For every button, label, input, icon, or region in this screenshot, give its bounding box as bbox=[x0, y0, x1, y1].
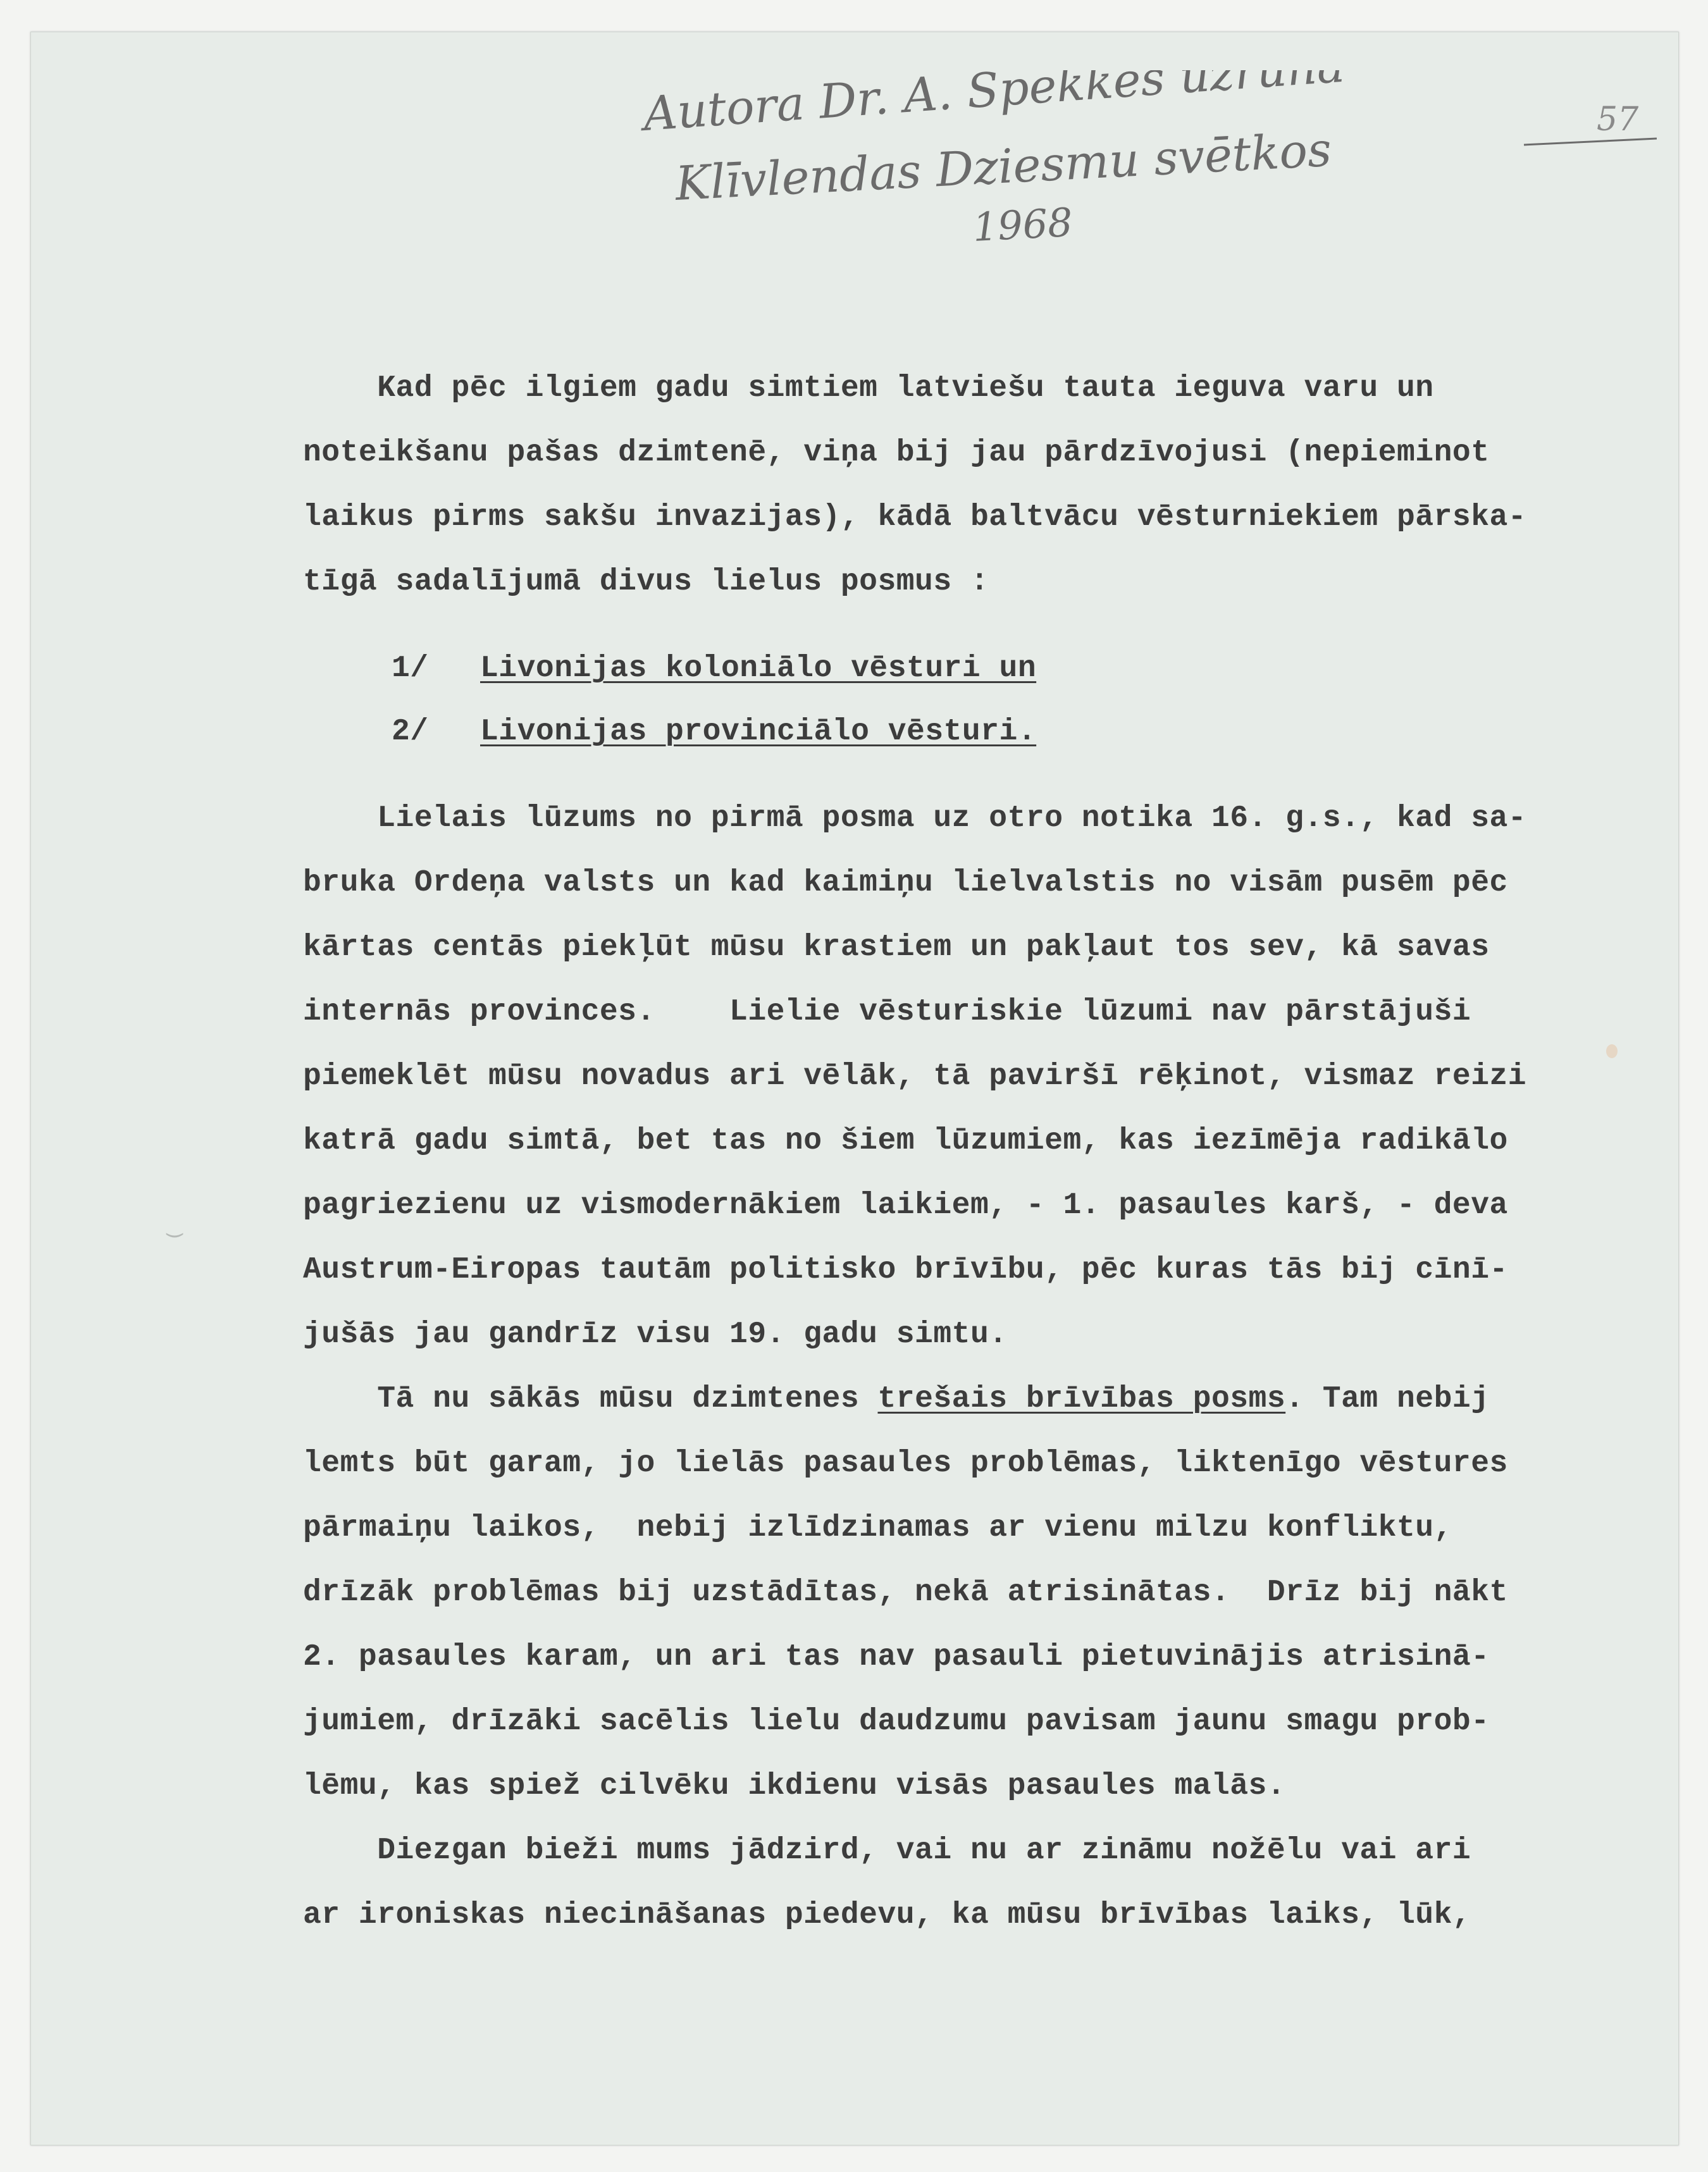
text-line: Kad pēc ilgiem gadu simtiem latviešu tauta ieguva varu un bbox=[303, 371, 1434, 405]
handwritten-line-2: Klīvlendas Dziesmu svētkos bbox=[674, 122, 1333, 211]
paragraph-4 bbox=[303, 1818, 1631, 1947]
text-line: pārmaiņu laikos, nebij izlīdzinamas ar vienu milzu konfliktu, bbox=[303, 1511, 1452, 1545]
text-line: lēmu, kas spiež cilvēku ikdienu visās pasaules malās. bbox=[303, 1769, 1286, 1803]
text-segment: . Tam nebij bbox=[1285, 1382, 1490, 1416]
handwriting-drawing bbox=[619, 70, 1669, 273]
pen-stroke bbox=[1524, 139, 1657, 145]
text-line: piemeklēt mūsu novadus ari vēlāk, tā paviršī rēķinot, vismaz reizi bbox=[303, 1059, 1527, 1094]
paper-stain bbox=[1606, 1044, 1618, 1058]
text-line: Lielais lūzums no pirmā posma uz otro notika 16. g.s., kad sa- bbox=[303, 801, 1527, 836]
paper-sheet bbox=[30, 32, 1679, 2145]
text-line: noteikšanu pašas dzimtenē, viņa bij jau pārdzīvojusi (nepieminot bbox=[303, 436, 1490, 470]
list-text: Livonijas provinciālo vēsturi. bbox=[480, 715, 1037, 749]
text-line: katrā gadu simtā, bet tas no šiem lūzumiem, kas iezīmēja radikālo bbox=[303, 1124, 1508, 1158]
paragraph-2 bbox=[303, 786, 1631, 1367]
text-line: jušās jau gandrīz visu 19. gadu simtu. bbox=[303, 1317, 1008, 1352]
text-line: Austrum-Eiropas tautām politisko brīvību, pēc kuras tās bij cīnī- bbox=[303, 1253, 1508, 1287]
list-item bbox=[303, 700, 1631, 763]
handwritten-year: 1968 bbox=[971, 199, 1074, 250]
paragraph-1 bbox=[303, 356, 1631, 614]
paragraph-3 bbox=[303, 1367, 1631, 1818]
list-item bbox=[303, 637, 1631, 700]
text-line: laikus pirms sakšu invazijas), kādā baltvācu vēsturniekiem pārska- bbox=[303, 500, 1527, 534]
text-line bbox=[303, 1367, 1631, 1431]
text-line: Diezgan bieži mums jādzird, vai nu ar zināmu nožēlu vai ari bbox=[303, 1834, 1471, 1868]
handwritten-note bbox=[619, 70, 1669, 273]
text-line: internās provinces. Lielie vēsturiskie lūzumi nav pārstājuši bbox=[303, 995, 1471, 1029]
text-line: bruka Ordeņa valsts un kad kaimiņu lielvalstis no visām pusēm pēc bbox=[303, 866, 1508, 900]
text-line: kārtas centās piekļūt mūsu krastiem un pakļaut tos sev, kā savas bbox=[303, 930, 1490, 965]
handwritten-line-1: Autora Dr. A. Spekkes uzruna bbox=[641, 70, 1347, 142]
text-line: lemts būt garam, jo lielās pasaules problēmas, liktenīgo vēstures bbox=[303, 1447, 1508, 1481]
list-number: 1/ bbox=[392, 651, 429, 686]
page-number: 57 bbox=[1597, 101, 1639, 139]
margin-mark: ‿ bbox=[167, 1211, 183, 1240]
list-text: Livonijas koloniālo vēsturi un bbox=[480, 651, 1037, 686]
text-line: tīgā sadalījumā divus lielus posmus : bbox=[303, 565, 989, 599]
list-number: 2/ bbox=[392, 715, 429, 749]
underlined-phrase: trešais brīvības posms bbox=[877, 1382, 1286, 1416]
text-line: jumiem, drīzāki sacēlis lielu daudzumu pavisam jaunu smagu prob- bbox=[303, 1705, 1490, 1739]
typed-text bbox=[303, 356, 1631, 1947]
text-line: 2. pasaules karam, un ari tas nav pasauli pietuvinājis atrisinā- bbox=[303, 1640, 1490, 1674]
numbered-list bbox=[303, 637, 1631, 763]
text-line: pagriezienu uz vismodernākiem laikiem, - 1. pasaules karš, - deva bbox=[303, 1188, 1508, 1223]
text-segment: Tā nu sākās mūsu dzimtenes bbox=[303, 1382, 878, 1416]
text-line: drīzāk problēmas bij uzstādītas, nekā atrisinātas. Drīz bij nākt bbox=[303, 1576, 1508, 1610]
text-line: ar ironiskas niecināšanas piedevu, ka mūsu brīvības laiks, lūk, bbox=[303, 1898, 1471, 1932]
